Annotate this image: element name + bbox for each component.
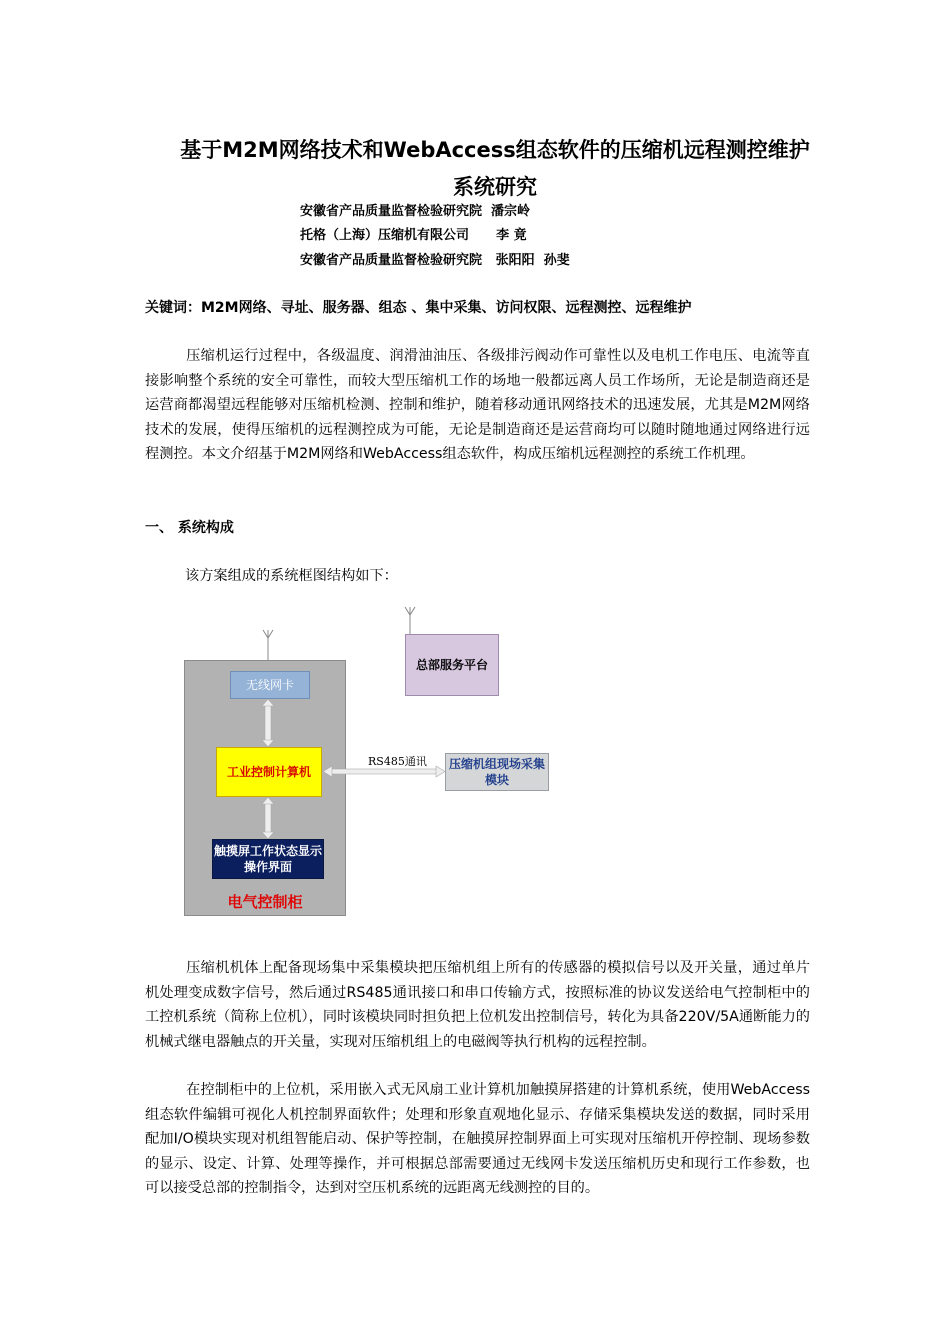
document-title-line-1: 基于M2M网络技术和WebAccess组态软件的压缩机远程测控维护: [180, 138, 810, 162]
keywords: 关键词：M2M网络、寻址、服务器、组态 、集中采集、访问权限、远程测控、远程维护: [145, 300, 692, 316]
touchscreen-box: 触摸屏工作状态显示操作界面: [212, 839, 324, 879]
paragraph-1: 压缩机运行过程中，各级温度、润滑油油压、各级排污阀动作可靠性以及电机工作电压、电流等直接影响整个系统的安全可靠性，而较大型压缩机工作的场地一般都远离人员工作场所，无论是制造商还是运营商都渴望远程能够对压缩机检测、控制和维护，随着移动通讯网络技术的迅速发展，尤其是M2M网络技术的发展，使得压缩机的远程测控成为可能，无论是制造商还是运营商均可以随时随地通过网络进行远程测控。本文介绍基于M2M网络和WebAccess组态软件，构成压缩机远程测控的系统工作机理。: [145, 348, 810, 462]
author-line-3: 安徽省产品质量监督检验研究院 张阳阳 孙斐: [300, 253, 570, 268]
antenna-icon-hq: [405, 607, 415, 634]
diagram-intro: 该方案组成的系统框图结构如下：: [185, 568, 398, 584]
wireless-card-box: 无线网卡: [230, 671, 310, 699]
industrial-pc-box: 工业控制计算机: [216, 747, 322, 797]
author-line-2: 托格（上海）压缩机有限公司 李 竟: [300, 228, 527, 243]
electrical-cabinet-label: 电气控制柜: [227, 893, 303, 911]
paragraph-2: 压缩机机体上配备现场集中采集模块把压缩机组上所有的传感器的模拟信号以及开关量，通过单片机处理变成数字信号，然后通过RS485通讯接口和串口传输方式，按照标准的协议发送给电气控制柜中的工控机系统（简称上位机），同时该模块同时担负把上位机发出控制信号，转化为具备220V/5A通断能力的机械式继电器触点的开关量，实现对压缩机组上的电磁阀等执行机构的远程控制。: [145, 960, 810, 1050]
collector-module-box: 压缩机组现场采集模块: [445, 753, 549, 791]
document-title-line-2: 系统研究: [453, 175, 537, 199]
antenna-icon-cabinet: [263, 630, 273, 660]
section-heading-system-composition: 一、 系统构成: [145, 520, 234, 536]
hq-platform-box: 总部服务平台: [405, 634, 499, 696]
rs485-label: RS485通讯: [368, 755, 427, 768]
author-line-1: 安徽省产品质量监督检验研究院 潘宗岭: [300, 204, 531, 219]
paragraph-3: 在控制柜中的上位机，采用嵌入式无风扇工业计算机加触摸屏搭建的计算机系统，使用WebAccess组态软件编辑可视化人机控制界面软件；处理和形象直观地化显示、存储采集模块发送的数据，同时采用配加I/O模块实现对机组智能启动、保护等控制，在触摸屏控制界面上可实现对压缩机开停控制、现场参数的显示、设定、计算、处理等操作，并可根据总部需要通过无线网卡发送压缩机历史和现行工作参数，也可以接受总部的控制指令，达到对空压机系统的远距离无线测控的目的。: [145, 1082, 810, 1196]
